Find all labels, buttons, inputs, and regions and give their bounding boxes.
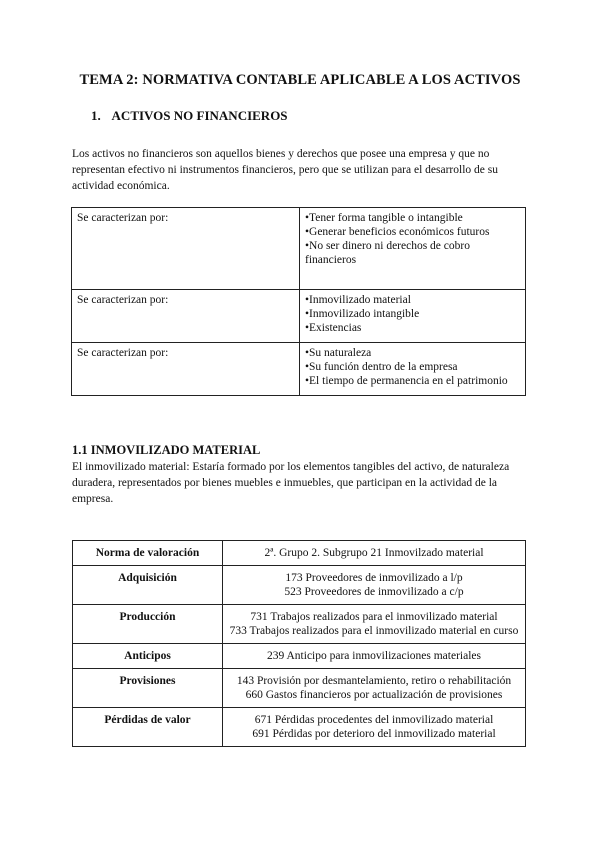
norm-values	[223, 644, 526, 669]
norm-value: 691 Pérdidas por deterioro del inmovilizado material	[252, 728, 496, 740]
table-row	[73, 541, 526, 566]
norm-label: Producción	[73, 605, 223, 644]
table-row	[73, 605, 526, 644]
row-label: Se caracterizan por:	[72, 208, 300, 290]
table-row	[73, 566, 526, 605]
intro-paragraph: Los activos no financieros son aquellos bienes y derechos que posee una empresa y que no representan efectivo ni instrumentos financieros, pero que se utilizan para el desarrollo de su actividad económica.	[72, 148, 498, 192]
subsection-heading: 1.1 INMOVILIZADO MATERIAL	[72, 443, 261, 457]
norm-values	[223, 669, 526, 708]
row-label: Se caracterizan por:	[72, 343, 300, 396]
norm-values	[223, 708, 526, 747]
table-row	[72, 208, 526, 290]
norm-values	[223, 566, 526, 605]
list-item: •Existencias	[305, 322, 362, 334]
norm-value: 239 Anticipo para inmovilizaciones materiales	[267, 650, 481, 662]
norm-label: Adquisición	[73, 566, 223, 605]
norm-label: Anticipos	[73, 644, 223, 669]
norm-value: 671 Pérdidas procedentes del inmovilizado material	[254, 714, 494, 726]
norm-value: 731 Trabajos realizados para el inmovilizado material	[250, 611, 498, 623]
norm-value: 143 Provisión por desmantelamiento, retiro o rehabilitación	[236, 675, 512, 687]
table-row	[72, 290, 526, 343]
list-item: •No ser dinero ni derechos de cobro financieros	[305, 240, 470, 266]
norm-value: 660 Gastos financieros por actualización de provisiones	[245, 689, 503, 701]
norm-value: 173 Proveedores de inmovilizado a l/p	[285, 572, 463, 584]
valuation-norm-table	[72, 540, 526, 747]
list-item: •Su función dentro de la empresa	[305, 361, 458, 373]
list-item: •Inmovilizado intangible	[305, 308, 420, 320]
section-number: 1.	[91, 108, 101, 123]
list-item: •Inmovilizado material	[305, 294, 411, 306]
row-label: Se caracterizan por:	[72, 290, 300, 343]
list-item: •Tener forma tangible o intangible	[305, 212, 463, 224]
table-row	[73, 644, 526, 669]
norm-value: 523 Proveedores de inmovilizado a c/p	[284, 586, 464, 598]
section-heading	[91, 108, 288, 124]
norm-value: 2ª. Grupo 2. Subgrupo 21 Inmovilzado material	[264, 547, 484, 559]
page-title: TEMA 2: NORMATIVA CONTABLE APLICABLE A LOS ACTIVOS	[79, 72, 521, 88]
norm-label: Provisiones	[73, 669, 223, 708]
norm-values	[223, 541, 526, 566]
table-row	[72, 343, 526, 396]
section-title: ACTIVOS NO FINANCIEROS	[111, 108, 288, 123]
row-items	[300, 343, 526, 396]
subsection-description: El inmovilizado material: Estaría formado por los elementos tangibles del activo, de naturaleza duradera, representados por bienes muebles e inmuebles, que participan en la actividad de la empresa.	[72, 461, 510, 505]
list-item: •Generar beneficios económicos futuros	[305, 226, 490, 238]
norm-label: Pérdidas de valor	[73, 708, 223, 747]
norm-label: Norma de valoración	[73, 541, 223, 566]
characteristics-table	[71, 207, 526, 396]
row-items	[300, 290, 526, 343]
list-item: •El tiempo de permanencia en el patrimonio	[305, 375, 508, 387]
norm-values	[223, 605, 526, 644]
norm-value: 733 Trabajos realizados para el inmovilizado material en curso	[229, 625, 519, 637]
table-row	[73, 708, 526, 747]
list-item: •Su naturaleza	[305, 347, 372, 359]
row-items	[300, 208, 526, 290]
table-row	[73, 669, 526, 708]
